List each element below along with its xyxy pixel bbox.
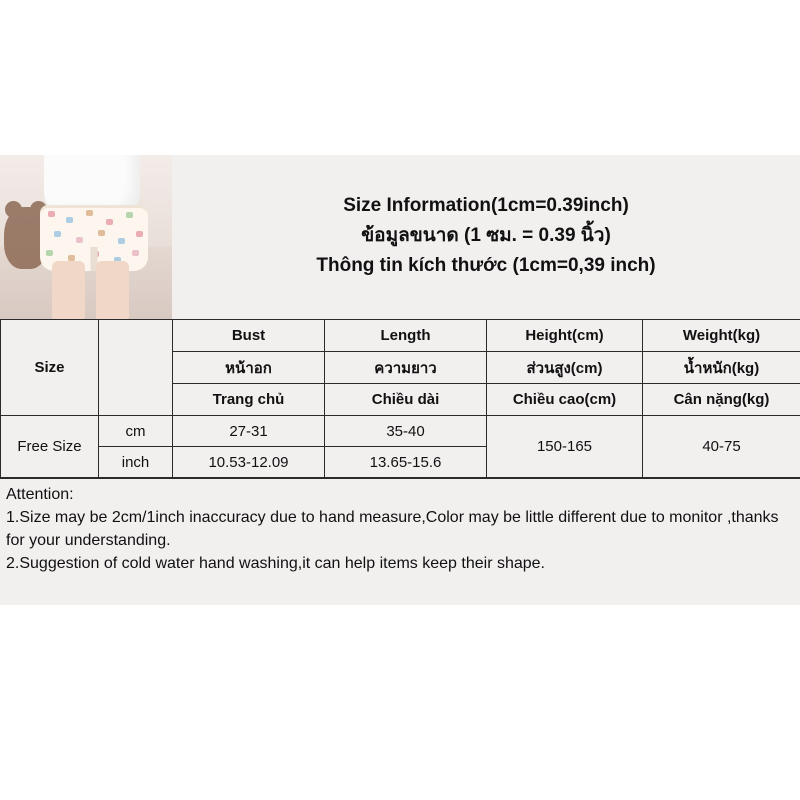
header-bust-th: หน้าอก	[173, 352, 325, 384]
title-line-vi: Thông tin kích thước (1cm=0,39 inch)	[316, 255, 656, 276]
header-height-en: Height(cm)	[487, 320, 643, 352]
value-height: 150-165	[487, 416, 643, 478]
title-line-en: Size Information(1cm=0.39inch)	[343, 195, 629, 216]
attention-heading: Attention:	[6, 486, 74, 503]
title-line-th: ข้อมูลขนาด (1 ซม. = 0.39 นิ้ว)	[361, 225, 611, 246]
header-weight-th: น้ำหนัก(kg)	[643, 352, 800, 384]
product-photo	[0, 155, 172, 319]
table-row-header-en	[1, 320, 800, 352]
table-row-cm	[1, 416, 800, 447]
unit-header-cell	[99, 320, 173, 416]
value-length-cm: 35-40	[325, 416, 487, 447]
free-size-label: Free Size	[1, 416, 99, 478]
header-height-vi: Chiều cao(cm)	[487, 384, 643, 416]
header-height-th: ส่วนสูง(cm)	[487, 352, 643, 384]
unit-cm: cm	[99, 416, 173, 447]
attention-note-2: 2.Suggestion of cold water hand washing,it can help items keep their shape.	[6, 555, 545, 572]
header-weight-vi: Cân nặng(kg)	[643, 384, 800, 416]
photo-leg-right	[96, 261, 129, 319]
attention-note-1: 1.Size may be 2cm/1inch inaccuracy due to hand measure,Color may be little different due to monitor ,thanks for your understanding.	[6, 509, 779, 549]
header-length-vi: Chiều dài	[325, 384, 487, 416]
value-length-inch: 13.65-15.6	[325, 447, 487, 478]
header-weight-en: Weight(kg)	[643, 320, 800, 352]
photo-leg-left	[52, 261, 85, 319]
header-row	[0, 155, 800, 319]
unit-inch: inch	[99, 447, 173, 478]
title-block	[172, 155, 800, 319]
header-bust-vi: Trang chủ	[173, 384, 325, 416]
size-table	[0, 319, 800, 478]
value-weight: 40-75	[643, 416, 800, 478]
header-bust-en: Bust	[173, 320, 325, 352]
size-chart-sheet	[0, 155, 800, 605]
header-length-en: Length	[325, 320, 487, 352]
header-length-th: ความยาว	[325, 352, 487, 384]
value-bust-inch: 10.53-12.09	[173, 447, 325, 478]
value-bust-cm: 27-31	[173, 416, 325, 447]
size-header-cell: Size	[1, 320, 99, 416]
attention-block	[0, 478, 800, 581]
